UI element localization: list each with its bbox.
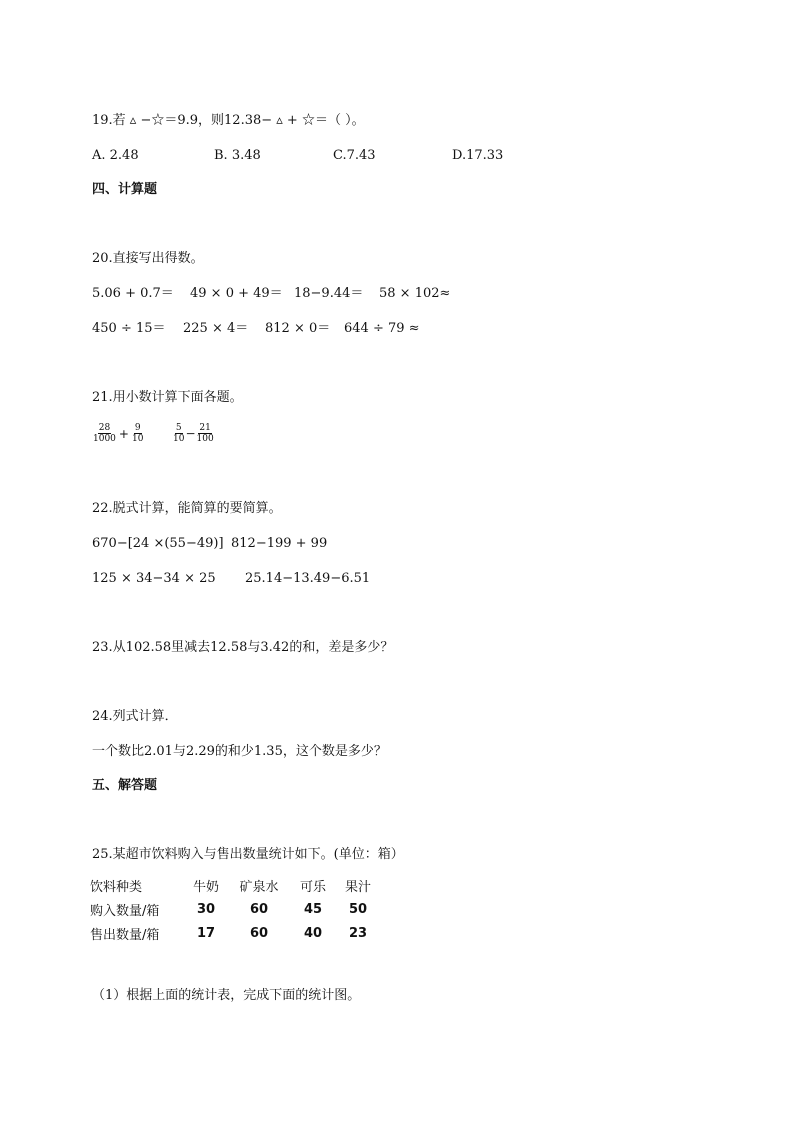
fraction bbox=[196, 423, 215, 444]
q21-expression-1 bbox=[92, 423, 144, 444]
q20-r1-c3: 18−9.44＝ bbox=[294, 286, 364, 301]
header-cell: 饮料种类 bbox=[90, 879, 143, 895]
fraction bbox=[92, 423, 117, 444]
numerator: 21 bbox=[199, 423, 211, 433]
q19-option-c: C.7.43 bbox=[333, 148, 376, 163]
q20-stem: 20.直接写出得数。 bbox=[92, 251, 204, 266]
denominator: 1000 bbox=[93, 434, 116, 444]
table-row bbox=[90, 921, 380, 945]
beverage-stats-table bbox=[90, 873, 380, 945]
numerator: 5 bbox=[175, 423, 182, 433]
denominator: 100 bbox=[196, 434, 214, 444]
q21-expression-2 bbox=[172, 423, 215, 444]
numerator: 9 bbox=[134, 423, 141, 433]
q19-option-b: B. 3.48 bbox=[214, 148, 261, 163]
table-cell: 40 bbox=[303, 925, 323, 941]
section-5-title: 五、解答题 bbox=[92, 778, 158, 793]
table-cell: 50 bbox=[348, 901, 368, 917]
q22-stem: 22.脱式计算，能简算的要简算。 bbox=[92, 501, 282, 516]
operator: − bbox=[185, 426, 196, 441]
q22-r2-c2: 25.14−13.49−6.51 bbox=[245, 571, 371, 586]
table-cell: 17 bbox=[196, 925, 216, 941]
denominator: 10 bbox=[131, 434, 144, 444]
table-cell: 60 bbox=[249, 925, 269, 941]
row-label: 售出数量/箱 bbox=[90, 927, 160, 943]
table-cell: 30 bbox=[196, 901, 216, 917]
q24-stem: 24.列式计算． bbox=[92, 709, 178, 724]
q20-r2-c3: 812 × 0＝ bbox=[265, 321, 331, 336]
q22-r2-c1: 125 × 34−34 × 25 bbox=[92, 571, 216, 586]
q20-r1-c2: 49 × 0 + 49＝ bbox=[190, 286, 283, 301]
denominator: 10 bbox=[173, 434, 185, 444]
q23-stem: 23.从102.58里减去12.58与3.42的和，差是多少？ bbox=[92, 640, 394, 655]
q22-r1-c2: 812−199 + 99 bbox=[231, 536, 328, 551]
table-cell: 45 bbox=[303, 901, 323, 917]
row-label: 购入数量/箱 bbox=[90, 903, 160, 919]
q19-option-a: A. 2.48 bbox=[92, 148, 139, 163]
numerator: 28 bbox=[98, 423, 111, 433]
header-cell: 果汁 bbox=[344, 879, 371, 895]
q19-option-d: D.17.33 bbox=[452, 148, 504, 163]
table-cell: 60 bbox=[249, 901, 269, 917]
q25-stem: 25.某超市饮料购入与售出数量统计如下。(单位：箱） bbox=[92, 847, 404, 862]
header-cell: 矿泉水 bbox=[239, 879, 279, 895]
q20-r2-c2: 225 × 4＝ bbox=[183, 321, 249, 336]
table-header-row bbox=[90, 873, 380, 897]
operator: + bbox=[118, 426, 129, 441]
table-row bbox=[90, 897, 380, 921]
q25-sub1: （1）根据上面的统计表，完成下面的统计图。 bbox=[92, 988, 361, 1003]
q22-r1-c1: 670−[24 ×(55−49)] bbox=[92, 536, 224, 551]
q20-r1-c1: 5.06 + 0.7＝ bbox=[92, 286, 174, 301]
q21-stem: 21.用小数计算下面各题。 bbox=[92, 390, 243, 405]
fraction bbox=[131, 423, 144, 444]
fraction bbox=[172, 423, 185, 444]
table-cell: 23 bbox=[348, 925, 368, 941]
q24-body: 一个数比2.01与2.29的和少1.35，这个数是多少？ bbox=[92, 744, 387, 759]
q20-r2-c4: 644 ÷ 79 ≈ bbox=[344, 321, 420, 336]
q19-stem: 19.若 ▵ −☆＝9.9，则12.38− ▵ + ☆＝（ ）。 bbox=[92, 113, 365, 128]
q20-r1-c4: 58 × 102≈ bbox=[379, 286, 451, 301]
q20-r2-c1: 450 ÷ 15＝ bbox=[92, 321, 166, 336]
section-4-title: 四、计算题 bbox=[92, 182, 158, 197]
header-cell: 牛奶 bbox=[192, 879, 219, 895]
header-cell: 可乐 bbox=[299, 879, 326, 895]
